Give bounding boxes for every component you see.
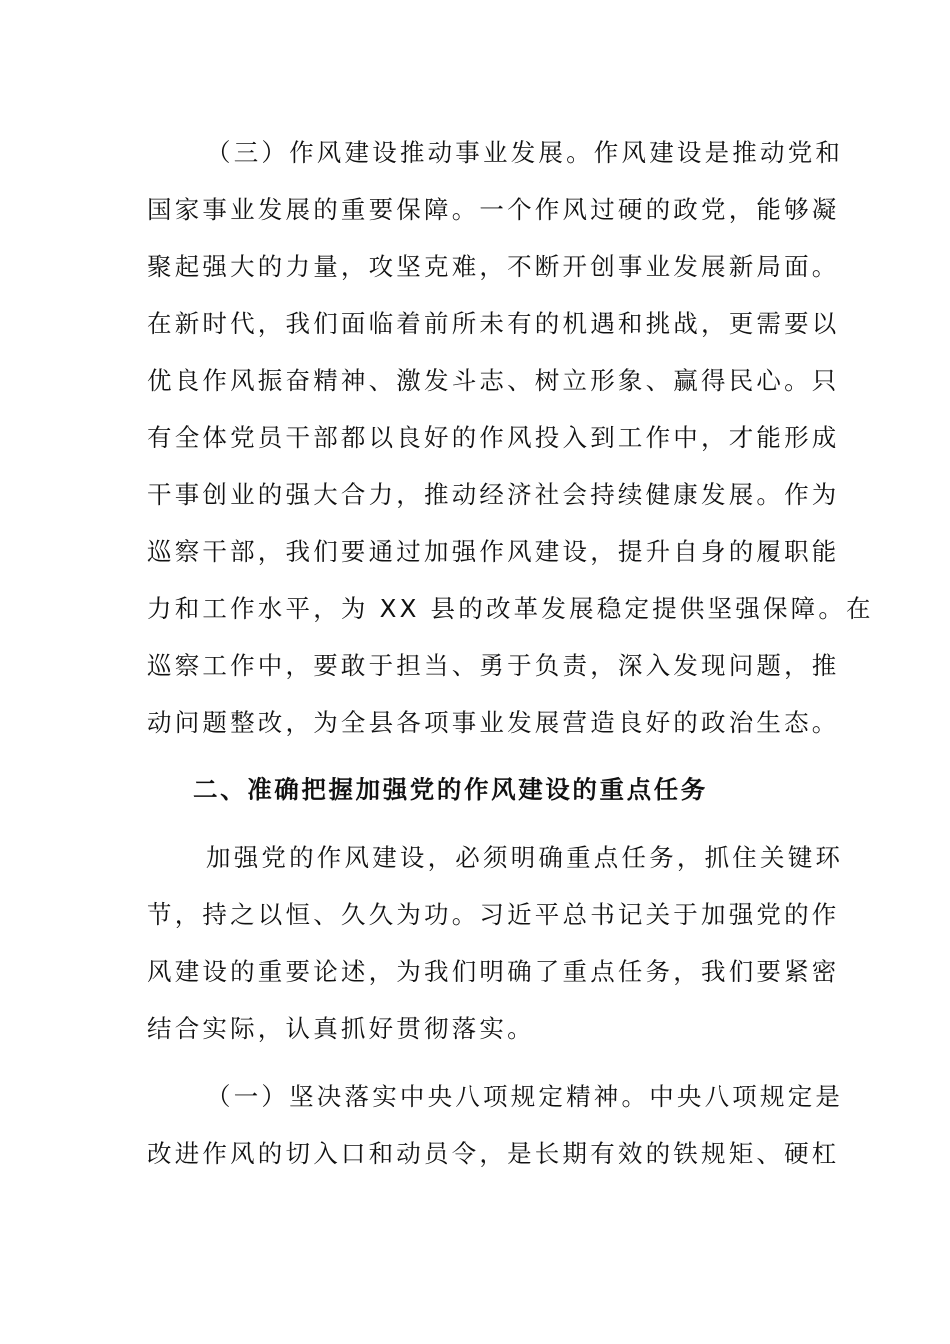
paragraph-1-line-2: 改进作风的切入口和动员令，是长期有效的铁规矩、硬杠 bbox=[147, 1139, 840, 1168]
section-2-intro-line-2: 节，持之以恒、久久为功。习近平总书记关于加强党的作 bbox=[147, 900, 840, 929]
paragraph-3-line-6: 有全体党员干部都以良好的作风投入到工作中，才能形成 bbox=[147, 423, 840, 452]
paragraph-1-line-1: （一）坚决落实中央八项规定精神。中央八项规定是 bbox=[206, 1082, 844, 1111]
paragraph-3-line-5: 优良作风振奋精神、激发斗志、树立形象、赢得民心。只 bbox=[147, 366, 840, 395]
section-2-intro-line-3: 风建设的重要论述，为我们明确了重点任务，我们要紧密 bbox=[147, 957, 840, 986]
paragraph-3-line-3: 聚起强大的力量，攻坚克难，不断开创事业发展新局面。 bbox=[147, 252, 840, 281]
paragraph-3-line-7: 干事创业的强大合力，推动经济社会持续健康发展。作为 bbox=[147, 480, 840, 509]
paragraph-3-line-1: （三）作风建设推动事业发展。作风建设是推动党和 bbox=[206, 138, 844, 167]
paragraph-3-line-9: 力和工作水平，为 XX 县的改革发展稳定提供坚强保障。在 bbox=[147, 594, 874, 623]
paragraph-3-line-8: 巡察干部，我们要通过加强作风建设，提升自身的履职能 bbox=[147, 537, 840, 566]
section-2-intro-line-1: 加强党的作风建设，必须明确重点任务，抓住关键环 bbox=[206, 843, 844, 872]
section-2-intro-line-4: 结合实际，认真抓好贯彻落实。 bbox=[147, 1014, 535, 1043]
paragraph-3-line-11: 动问题整改，为全县各项事业发展营造良好的政治生态。 bbox=[147, 708, 840, 737]
section-2-heading: 二、准确把握加强党的作风建设的重点任务 bbox=[193, 775, 708, 804]
paragraph-3-line-10: 巡察工作中，要敢于担当、勇于负责，深入发现问题，推 bbox=[147, 651, 840, 680]
paragraph-3-line-2: 国家事业发展的重要保障。一个作风过硬的政党，能够凝 bbox=[147, 195, 840, 224]
paragraph-3-line-4: 在新时代，我们面临着前所未有的机遇和挑战，更需要以 bbox=[147, 309, 840, 338]
